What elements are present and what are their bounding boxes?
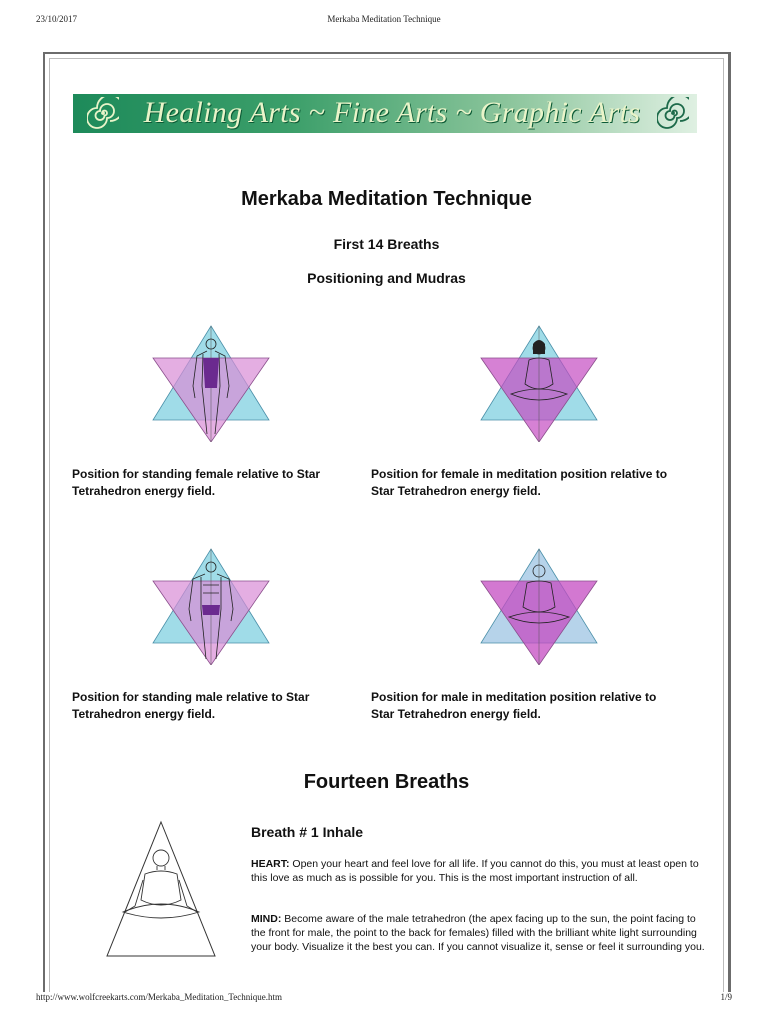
print-title: Merkaba Meditation Technique (327, 14, 441, 24)
heart-text: Open your heart and feel love for all life. If you cannot do this, you must at least open to this love as much as is possible for you. This is the most important instruction of all. (251, 858, 699, 884)
source-url: http://www.wolfcreekarts.com/Merkaba_Meditation_Technique.htm (36, 992, 282, 1002)
page-frame (43, 52, 731, 992)
subtitle-positioning: Positioning and Mudras (307, 270, 466, 286)
star-tetrahedron-standing-male (151, 547, 271, 665)
heart-paragraph (251, 857, 711, 885)
heart-label: HEART: (251, 858, 290, 870)
spiral-icon (87, 97, 119, 129)
print-header (36, 14, 732, 28)
mind-text: Become aware of the male tetrahedron (the apex facing up to the sun, the point facing to the front for male, the point to the back for females) filled with the brilliant white light surrounding your body. Visualize it the best you can. If you cannot visualize it, sense or feel it surrounding you. (251, 913, 705, 953)
print-date: 23/10/2017 (36, 14, 78, 24)
document-title: Merkaba Meditation Technique (241, 188, 532, 210)
page-number: 1/9 (720, 992, 732, 1002)
caption-seated-male: Position for male in meditation position relative to Star Tetrahedron energy field. (371, 690, 657, 721)
subtitle-breaths: First 14 Breaths (333, 236, 440, 252)
mind-label: MIND: (251, 913, 282, 925)
star-tetrahedron-standing-female (151, 324, 271, 442)
caption-standing-male: Position for standing male relative to Star Tetrahedron energy field. (72, 690, 310, 721)
spiral-icon (657, 97, 689, 129)
star-tetrahedron-seated-female (479, 324, 599, 442)
header-banner (73, 94, 697, 133)
mind-paragraph (251, 912, 711, 954)
print-footer (36, 992, 732, 1006)
banner-text: Healing Arts ~ Fine Arts ~ Graphic Arts (143, 96, 641, 129)
star-tetrahedron-seated-male (479, 547, 599, 665)
caption-seated-female: Position for female in meditation position relative to Star Tetrahedron energy field. (371, 467, 668, 498)
meditating-figure-triangle (105, 820, 217, 958)
caption-standing-female: Position for standing female relative to Star Tetrahedron energy field. (72, 467, 321, 498)
section-title: Fourteen Breaths (303, 771, 470, 793)
breath-heading: Breath # 1 Inhale (251, 824, 364, 840)
